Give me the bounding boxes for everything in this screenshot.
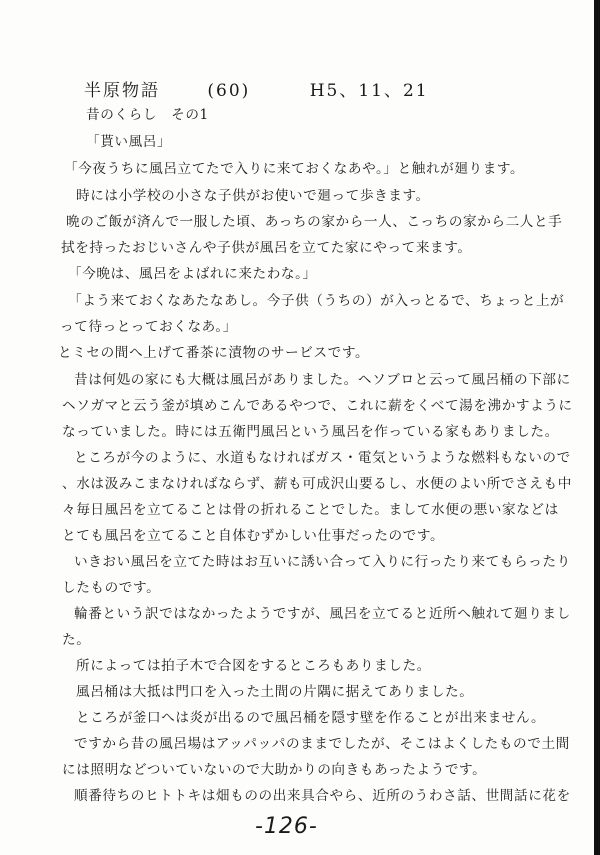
page-number: -126-	[255, 814, 318, 839]
text-line: 拭を持ったおじいさんや子供が風呂を立てた家にやって来ます。	[61, 240, 472, 256]
text-line: ヘソガマと云う釜が填めこんであるやつで、これに薪をくべて湯を沸かすように	[62, 398, 573, 414]
text-line: 々毎日風呂を立てることは骨の折れることでした。まして水便の悪い家などは	[62, 502, 559, 518]
text-line: 「今夜うちに風呂立てたで入りに来ておくなあや。」と触れが廻ります。	[64, 161, 525, 177]
text-line: た。	[62, 632, 91, 648]
document-date: H5、11、21	[309, 81, 429, 101]
scan-edge	[594, 0, 600, 855]
text-line: ところが今のように、水道もなければガス・電気というような燃料もないので	[74, 450, 571, 466]
text-line: って待っとっておくなあ。」	[60, 319, 237, 335]
text-line: 「今晩は、風呂をよばれに来たわな。」	[68, 266, 317, 282]
text-line: には照明などついていないので大助かりの向きもあったようです。	[62, 762, 487, 778]
text-line: 「よう来ておくなあたなあし。今子供（うちの）が入っとるで、ちょっと上が	[68, 293, 565, 309]
text-line: ところが釜口へは炎が出るので風呂桶を隠す壁を作ることが出来ません。	[76, 710, 546, 726]
text-line: 順番待ちのヒトトキは畑ものの出来具合やら、近所のうわさ話、世間話に花を	[74, 788, 571, 804]
text-line: 時には小学校の小さな子供がお使いで廻って歩きます。	[76, 188, 430, 204]
text-line: いきおい風呂を立てた時はお互いに誘い合って入りに行ったり来てもらったり	[74, 554, 571, 570]
text-line: 所によっては拍子木で合図をするところもありました。	[76, 658, 431, 674]
text-line: 晩のご飯が済んで一服した頃、あっちの家から一人、こっちの家から二人と手	[66, 214, 563, 230]
text-line: ですから昔の風呂場はアッパッパのままでしたが、そこはよくしたもので土間	[74, 736, 570, 752]
text-line: 、水は汲みこまなければならず、薪も可成沢山要るし、水便のよい所でさえも中	[62, 476, 572, 492]
subtitle: 昔のくらし その1	[86, 107, 209, 123]
text-line: 昔は何処の家にも大概は風呂がありました。ヘソブロと云って風呂桶の下部に	[74, 372, 571, 388]
text-line: なっていました。時には五衛門風呂という風呂を作っている家もありました。	[62, 424, 559, 440]
text-line: 輪番という訳ではなかったようですが、風呂を立てると近所へ触れて廻りまし	[74, 606, 571, 622]
text-line: とミセの間へ上げて番茶に漬物のサービスです。	[58, 345, 370, 361]
text-line: 風呂桶は大抵は門口を入った土間の片隅に据えてありました。	[76, 684, 474, 700]
title-row	[84, 76, 429, 101]
text-line: したものです。	[62, 580, 161, 596]
section-title: 「貰い風呂」	[86, 134, 172, 150]
text-line: とても風呂を立てること自体むずかしい仕事だったのです。	[62, 528, 445, 544]
document-number: (60)	[207, 81, 251, 101]
document-title: 半原物語	[84, 81, 160, 101]
